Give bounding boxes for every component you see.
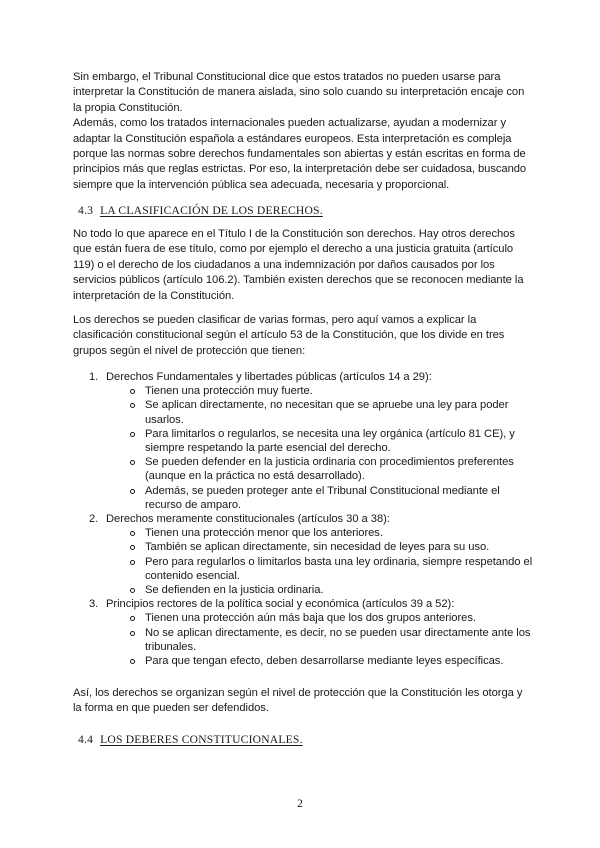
sub-item-text: Se defienden en la justicia ordinaria. bbox=[145, 584, 324, 597]
sub-item-text: Tienen una protección muy fuerte. bbox=[145, 385, 313, 398]
sub-list-item bbox=[73, 384, 533, 398]
circle-bullet-icon bbox=[130, 389, 135, 394]
intro-text bbox=[73, 70, 533, 193]
section-4-3-paragraph-1 bbox=[73, 227, 533, 304]
section-number: 4.3 bbox=[78, 204, 94, 217]
section-number: 4.4 bbox=[78, 733, 94, 746]
sub-item-text: Para que tengan efecto, deben desarrollarse mediante leyes específicas. bbox=[145, 655, 504, 668]
circle-bullet-icon bbox=[130, 659, 135, 664]
paragraph: No todo lo que aparece en el Título I de la Constitución son derechos. Hay otros derechos que están fuera de ese título, como por ejemplo el derecho a una justicia gratuita (artículo 119) o el derecho de los ciudadanos a una indemnización por daños causados por los servicios públicos (artículo 106.2). También existen derechos que se reconocen mediante la interpretación de la Constitución. bbox=[73, 228, 524, 302]
list-item-label: Derechos meramente constitucionales (artículos 30 a 38): bbox=[106, 513, 390, 526]
sub-item-text: Para limitarlos o regularlos, se necesita una ley orgánica (artículo 81 CE), y siempre respetando la parte esencial del derecho. bbox=[145, 427, 515, 455]
list-marker: 2. bbox=[89, 513, 99, 526]
paragraph: Además, como los tratados internacionales pueden actualizarse, ayudan a modernizar y adaptar la Constitución española a estándares europeos. Esta interpretación es compleja porque las normas sobre derechos fundamentales son abiertas y están escritas en forma de principios más que reglas estrictas. Por eso, la interpretación debe ser cuidadosa, buscando siempre que la intervención pública sea adecuada, necesaria y proporcional. bbox=[73, 117, 527, 191]
section-4-3-paragraph-3 bbox=[73, 686, 533, 717]
circle-bullet-icon bbox=[130, 588, 135, 593]
section-4-3-paragraph-2 bbox=[73, 313, 533, 359]
sub-item-text: No se aplican directamente, es decir, no se pueden usar directamente ante los tribunales. bbox=[145, 626, 531, 653]
sub-list-item bbox=[73, 555, 533, 583]
circle-bullet-icon bbox=[130, 403, 135, 408]
sub-item-text: Además, se pueden proteger ante el Tribunal Constitucional mediante el recurso de amparo. bbox=[145, 484, 500, 511]
sub-list-item bbox=[73, 484, 533, 512]
list-item-label: Principios rectores de la política social y económica (artículos 39 a 52): bbox=[106, 598, 455, 611]
circle-bullet-icon bbox=[130, 432, 135, 437]
list-item bbox=[73, 370, 533, 384]
sub-item-text: Tienen una protección aún más baja que los dos grupos anteriores. bbox=[145, 612, 476, 625]
section-heading-4-3 bbox=[78, 204, 323, 217]
sub-list-item bbox=[73, 540, 533, 554]
section-title: LA CLASIFICACIÓN DE LOS DERECHOS. bbox=[100, 204, 323, 217]
circle-bullet-icon bbox=[130, 631, 135, 636]
circle-bullet-icon bbox=[130, 460, 135, 465]
circle-bullet-icon bbox=[130, 489, 135, 494]
circle-bullet-icon bbox=[130, 560, 135, 565]
sub-list-item bbox=[73, 427, 533, 455]
rights-classification-list bbox=[73, 370, 533, 668]
sub-list-item bbox=[73, 626, 533, 654]
list-item bbox=[73, 597, 533, 611]
section-heading-4-4 bbox=[78, 733, 303, 746]
sub-list-item bbox=[73, 611, 533, 625]
circle-bullet-icon bbox=[130, 616, 135, 621]
list-item bbox=[73, 512, 533, 526]
list-marker: 1. bbox=[89, 371, 99, 383]
sub-item-text: Tienen una protección menor que los anteriores. bbox=[145, 527, 383, 540]
sub-list-item bbox=[73, 398, 533, 426]
paragraph: Los derechos se pueden clasificar de varias formas, pero aquí vamos a explicar la clasificación constitucional según el artículo 53 de la Constitución, que los divide en tres grupos según el nivel de protección que tienen: bbox=[73, 314, 505, 357]
sub-item-text: Se pueden defender en la justicia ordinaria con procedimientos preferentes (aunque en la práctica no está desarrollado). bbox=[145, 456, 514, 483]
sub-item-text: Se aplican directamente, no necesitan que se apruebe una ley para poder usarlos. bbox=[145, 399, 509, 426]
sub-item-text: Pero para regularlos o limitarlos basta una ley ordinaria, siempre respetando el contenido esencial. bbox=[145, 555, 533, 582]
sub-list-item bbox=[73, 654, 533, 668]
circle-bullet-icon bbox=[130, 545, 135, 550]
circle-bullet-icon bbox=[130, 531, 135, 536]
list-item-label: Derechos Fundamentales y libertades públicas (artículos 14 a 29): bbox=[106, 371, 432, 383]
sub-list-item bbox=[73, 455, 533, 483]
list-marker: 3. bbox=[89, 598, 99, 611]
section-title: LOS DEBERES CONSTITUCIONALES. bbox=[100, 733, 303, 746]
sub-list-item bbox=[73, 583, 533, 597]
sub-list-item bbox=[73, 526, 533, 540]
paragraph: Sin embargo, el Tribunal Constitucional dice que estos tratados no pueden usarse para interpretar la Constitución de manera aislada, sino solo cuando su interpretación encaje con la propia Constitución. bbox=[73, 71, 525, 114]
sub-item-text: También se aplican directamente, sin necesidad de leyes para su uso. bbox=[145, 541, 490, 554]
page-number: 2 bbox=[297, 798, 303, 810]
paragraph: Así, los derechos se organizan según el nivel de protección que la Constitución les otorga y la forma en que pueden ser defendidos. bbox=[73, 687, 523, 715]
